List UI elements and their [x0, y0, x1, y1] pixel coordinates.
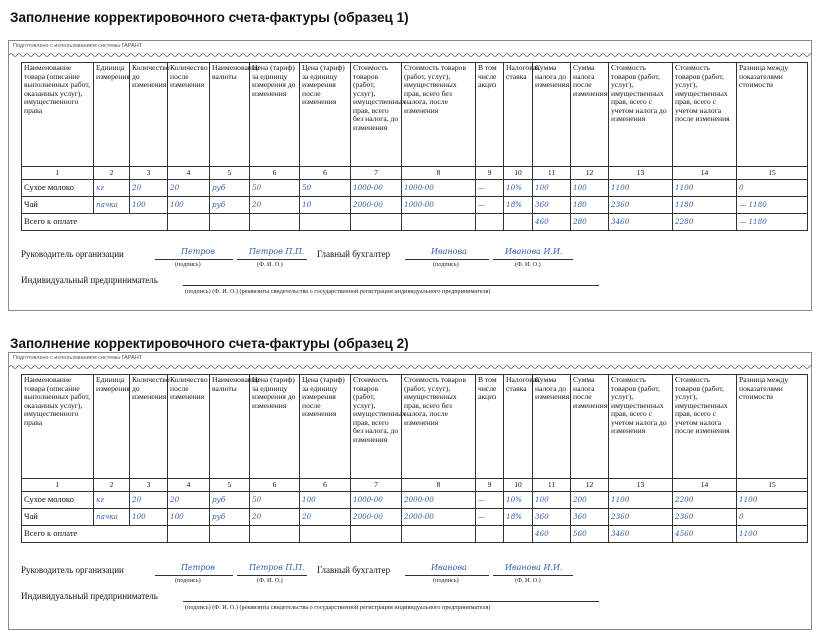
- entrepreneur-line: [183, 592, 599, 602]
- cell-value-qty-before: 20: [132, 494, 142, 504]
- column-header: Цена (тариф) за единицу измерения после изменения: [300, 63, 351, 167]
- accountant-signature: Иванова: [431, 247, 467, 256]
- total-diff: 1100: [739, 528, 758, 538]
- total-row: [22, 526, 808, 543]
- cell-value-excise: —: [478, 511, 486, 521]
- total-total-before: 3460: [611, 216, 630, 226]
- cell-value-price-after: 100: [302, 494, 316, 504]
- cell-value-tax-after: 100: [573, 182, 587, 192]
- signature-block: [21, 249, 801, 299]
- empty-cell: [476, 526, 504, 543]
- column-number: 7: [351, 167, 402, 180]
- accountant-sign-caption: (подпись): [433, 577, 459, 584]
- column-number: 9: [476, 479, 504, 492]
- column-header: Количество до изменения: [130, 375, 168, 479]
- cell-value-rate: 10%: [506, 494, 522, 504]
- column-number: 8: [402, 479, 476, 492]
- column-header: Разница между показателями стоимости: [737, 375, 808, 479]
- cell-value-tax-before: 100: [535, 494, 549, 504]
- accountant-label: Главный бухгалтер: [317, 565, 391, 575]
- invoice-sheet-2: [8, 352, 812, 630]
- empty-cell: [504, 214, 533, 231]
- invoice-table: [21, 374, 808, 543]
- column-header: Единица измерения: [94, 63, 130, 167]
- entrepreneur-caption: (подпись) (Ф. И. О.) (реквизиты свидетельства о государственной регистрации индивидуального предпринимателя): [185, 288, 491, 295]
- accountant-label: Главный бухгалтер: [317, 249, 391, 259]
- invoice-sheet-1: [8, 40, 812, 311]
- table-header-row: [22, 375, 808, 479]
- sheet-header-note: Подготовлено с использованием системы ГАРАНТ: [13, 43, 143, 49]
- column-number: 10: [504, 167, 533, 180]
- column-header: Цена (тариф) за единицу измерения до изменения: [250, 375, 300, 479]
- column-number: 8: [402, 167, 476, 180]
- column-number: 6: [300, 167, 351, 180]
- column-number: 15: [737, 479, 808, 492]
- item-name: Сухое молоко: [22, 180, 94, 197]
- total-tax-before: 460: [535, 216, 549, 226]
- head-label: Руководитель организации: [21, 565, 124, 575]
- cell-value-cost-before: 2000-00: [353, 199, 383, 209]
- head-name-caption: (Ф. И. О.): [257, 577, 283, 584]
- head-name-caption: (Ф. И. О.): [257, 261, 283, 268]
- cell-value-currency: руб: [212, 182, 226, 192]
- column-number: 6: [250, 167, 300, 180]
- cell-value-price-before: 20: [252, 511, 262, 521]
- entrepreneur-line: [183, 276, 599, 286]
- cell-value-price-before: 50: [252, 182, 262, 192]
- cell-value-diff: — 1180: [739, 199, 767, 209]
- head-sign-caption: (подпись): [175, 577, 201, 584]
- column-header: Стоимость товаров (работ, услуг), имущественных прав, всего с учетом налога после изменения: [673, 63, 737, 167]
- column-header: Стоимость товаров (работ, услуг), имущественных прав, всего с учетом налога до изменения: [609, 375, 673, 479]
- column-number: 13: [609, 479, 673, 492]
- cell-value-diff: 1100: [739, 494, 758, 504]
- column-number: 5: [210, 479, 250, 492]
- head-label: Руководитель организации: [21, 249, 124, 259]
- empty-cell: [250, 526, 300, 543]
- head-signature: Петров: [181, 563, 215, 572]
- column-header: Стоимость товаров (работ, услуг), имущественных прав, всего без налога, до изменения: [351, 375, 402, 479]
- column-header: Сумма налога после изменения: [571, 63, 609, 167]
- column-number: 10: [504, 479, 533, 492]
- column-number: 11: [533, 479, 571, 492]
- column-number: 14: [673, 167, 737, 180]
- cell-value-excise: —: [478, 199, 486, 209]
- column-number: 4: [168, 479, 210, 492]
- column-number: 12: [571, 167, 609, 180]
- cell-value-price-after: 10: [302, 199, 312, 209]
- accountant-name: Иванова И.И.: [505, 563, 563, 572]
- empty-cell: [300, 526, 351, 543]
- cell-value-unit: пачка: [96, 511, 118, 521]
- table-header-row: [22, 63, 808, 167]
- accountant-signature: Иванова: [431, 563, 467, 572]
- cell-value-qty-before: 100: [132, 511, 146, 521]
- cell-value-tax-after: 180: [573, 199, 587, 209]
- column-header: Сумма налога до изменения: [533, 63, 571, 167]
- head-sign-caption: (подпись): [175, 261, 201, 268]
- column-header: Стоимость товаров (работ, услуг), имущественных прав, всего с учетом налога после изменения: [673, 375, 737, 479]
- column-header: Сумма налога до изменения: [533, 375, 571, 479]
- cell-value-unit: пачка: [96, 199, 118, 209]
- column-header: Стоимость товаров (работ, услуг), имущественных прав, всего без налога, после изменения: [402, 375, 476, 479]
- cell-value-qty-before: 100: [132, 199, 146, 209]
- cell-value-cost-before: 2000-00: [353, 511, 383, 521]
- head-name: Петров П.П.: [249, 563, 305, 572]
- column-header: Стоимость товаров (работ, услуг), имущественных прав, всего без налога, до изменения: [351, 63, 402, 167]
- column-header: Наименование товара (описание выполненных работ, оказанных услуг), имущественного права: [22, 375, 94, 479]
- empty-cell: [402, 214, 476, 231]
- cell-value-diff: 0: [739, 182, 744, 192]
- column-number: 6: [300, 479, 351, 492]
- column-number: 3: [130, 167, 168, 180]
- empty-cell: [168, 214, 210, 231]
- column-number: 2: [94, 479, 130, 492]
- total-diff: — 1180: [739, 216, 767, 226]
- empty-cell: [351, 526, 402, 543]
- empty-cell: [351, 214, 402, 231]
- accountant-name-caption: (Ф. И. О.): [515, 577, 541, 584]
- cell-value-cost-before: 1000-00: [353, 494, 383, 504]
- cell-value-cost-after: 2000-00: [404, 511, 434, 521]
- cell-value-qty-after: 100: [170, 199, 184, 209]
- column-header: В том числе акциз: [476, 63, 504, 167]
- total-tax-before: 460: [535, 528, 549, 538]
- cell-value-price-after: 50: [302, 182, 312, 192]
- column-number: 3: [130, 479, 168, 492]
- cell-value-currency: руб: [212, 199, 226, 209]
- cell-value-currency: руб: [212, 494, 226, 504]
- empty-cell: [250, 214, 300, 231]
- item-name: Чай: [22, 509, 94, 526]
- cell-value-rate: 10%: [506, 182, 522, 192]
- total-total-after: 2280: [675, 216, 694, 226]
- column-header: Налоговая ставка: [504, 375, 533, 479]
- column-header: Наименование валюты: [210, 375, 250, 479]
- column-header: Количество после изменения: [168, 63, 210, 167]
- cell-value-total-before: 2360: [611, 511, 630, 521]
- empty-cell: [476, 214, 504, 231]
- cell-value-diff: 0: [739, 511, 744, 521]
- cell-value-cost-after: 2000-00: [404, 494, 434, 504]
- cell-value-qty-before: 20: [132, 182, 142, 192]
- cell-value-total-before: 1100: [611, 494, 630, 504]
- column-number: 6: [250, 479, 300, 492]
- cell-value-qty-after: 20: [170, 494, 180, 504]
- column-number: 5: [210, 167, 250, 180]
- item-name: Чай: [22, 197, 94, 214]
- column-number: 11: [533, 167, 571, 180]
- empty-cell: [402, 526, 476, 543]
- cell-value-total-after: 1100: [675, 182, 694, 192]
- head-name: Петров П.П.: [249, 247, 305, 256]
- column-number: 12: [571, 479, 609, 492]
- entrepreneur-label: Индивидуальный предприниматель: [21, 275, 158, 285]
- cell-value-currency: руб: [212, 511, 226, 521]
- cell-value-excise: —: [478, 182, 486, 192]
- cell-value-unit: кг: [96, 494, 104, 504]
- empty-cell: [210, 526, 250, 543]
- invoice-table: [21, 62, 808, 231]
- cell-value-total-after: 1180: [675, 199, 694, 209]
- cell-value-rate: 18%: [506, 511, 522, 521]
- cell-value-qty-after: 100: [170, 511, 184, 521]
- entrepreneur-caption: (подпись) (Ф. И. О.) (реквизиты свидетельства о государственной регистрации индивидуального предпринимателя): [185, 604, 491, 611]
- accountant-sign-caption: (подпись): [433, 261, 459, 268]
- table-row: [22, 509, 808, 526]
- cell-value-total-after: 2200: [675, 494, 694, 504]
- total-tax-after: 560: [573, 528, 587, 538]
- column-header: Количество до изменения: [130, 63, 168, 167]
- empty-cell: [504, 526, 533, 543]
- column-header: Цена (тариф) за единицу измерения после изменения: [300, 375, 351, 479]
- column-numbers-row: [22, 167, 808, 180]
- cell-value-qty-after: 20: [170, 182, 180, 192]
- column-header: Наименование валюты: [210, 63, 250, 167]
- column-header: Разница между показателями стоимости: [737, 63, 808, 167]
- table-row: [22, 492, 808, 509]
- item-name: Сухое молоко: [22, 492, 94, 509]
- cell-value-total-after: 2360: [675, 511, 694, 521]
- column-number: 4: [168, 167, 210, 180]
- cell-value-cost-after: 1000-00: [404, 199, 434, 209]
- entrepreneur-label: Индивидуальный предприниматель: [21, 591, 158, 601]
- signature-block: [21, 565, 801, 615]
- cell-value-total-before: 1100: [611, 182, 630, 192]
- cell-value-tax-after: 360: [573, 511, 587, 521]
- column-header: Сумма налога после изменения: [571, 375, 609, 479]
- column-number: 1: [22, 167, 94, 180]
- total-total-after: 4560: [675, 528, 694, 538]
- cell-value-tax-before: 360: [535, 511, 549, 521]
- total-total-before: 3460: [611, 528, 630, 538]
- cell-value-tax-before: 360: [535, 199, 549, 209]
- total-label: Всего к оплате: [22, 526, 168, 543]
- column-number: 9: [476, 167, 504, 180]
- cell-value-tax-before: 100: [535, 182, 549, 192]
- head-signature: Петров: [181, 247, 215, 256]
- sheet-header-note: Подготовлено с использованием системы ГАРАНТ: [13, 355, 143, 361]
- column-header: Цена (тариф) за единицу измерения до изменения: [250, 63, 300, 167]
- column-header: В том числе акциз: [476, 375, 504, 479]
- empty-cell: [210, 214, 250, 231]
- column-header: Единица измерения: [94, 375, 130, 479]
- empty-cell: [300, 214, 351, 231]
- column-number: 7: [351, 479, 402, 492]
- total-row: [22, 214, 808, 231]
- cell-value-tax-after: 200: [573, 494, 587, 504]
- column-header: Количество после изменения: [168, 375, 210, 479]
- cell-value-price-after: 20: [302, 511, 312, 521]
- cell-value-price-before: 20: [252, 199, 262, 209]
- column-header: Стоимость товаров (работ, услуг), имущественных прав, всего без налога, после изменения: [402, 63, 476, 167]
- table-row: [22, 180, 808, 197]
- cell-value-cost-before: 1000-00: [353, 182, 383, 192]
- table-row: [22, 197, 808, 214]
- cell-value-cost-after: 1000-00: [404, 182, 434, 192]
- empty-cell: [168, 526, 210, 543]
- column-number: 14: [673, 479, 737, 492]
- cell-value-price-before: 50: [252, 494, 262, 504]
- cell-value-rate: 18%: [506, 199, 522, 209]
- cell-value-total-before: 2360: [611, 199, 630, 209]
- column-number: 1: [22, 479, 94, 492]
- sample-2-title: Заполнение корректировочного счета-фактуры (образец 2): [10, 336, 409, 351]
- column-numbers-row: [22, 479, 808, 492]
- accountant-name: Иванова И.И.: [505, 247, 563, 256]
- column-number: 2: [94, 167, 130, 180]
- total-label: Всего к оплате: [22, 214, 168, 231]
- column-header: Налоговая ставка: [504, 63, 533, 167]
- sample-1-title: Заполнение корректировочного счета-фактуры (образец 1): [10, 10, 409, 25]
- total-tax-after: 280: [573, 216, 587, 226]
- column-number: 15: [737, 167, 808, 180]
- cell-value-unit: кг: [96, 182, 104, 192]
- column-header: Наименование товара (описание выполненных работ, оказанных услуг), имущественного права: [22, 63, 94, 167]
- column-number: 13: [609, 167, 673, 180]
- column-header: Стоимость товаров (работ, услуг), имущественных прав, всего с учетом налога до изменения: [609, 63, 673, 167]
- cell-value-excise: —: [478, 494, 486, 504]
- accountant-name-caption: (Ф. И. О.): [515, 261, 541, 268]
